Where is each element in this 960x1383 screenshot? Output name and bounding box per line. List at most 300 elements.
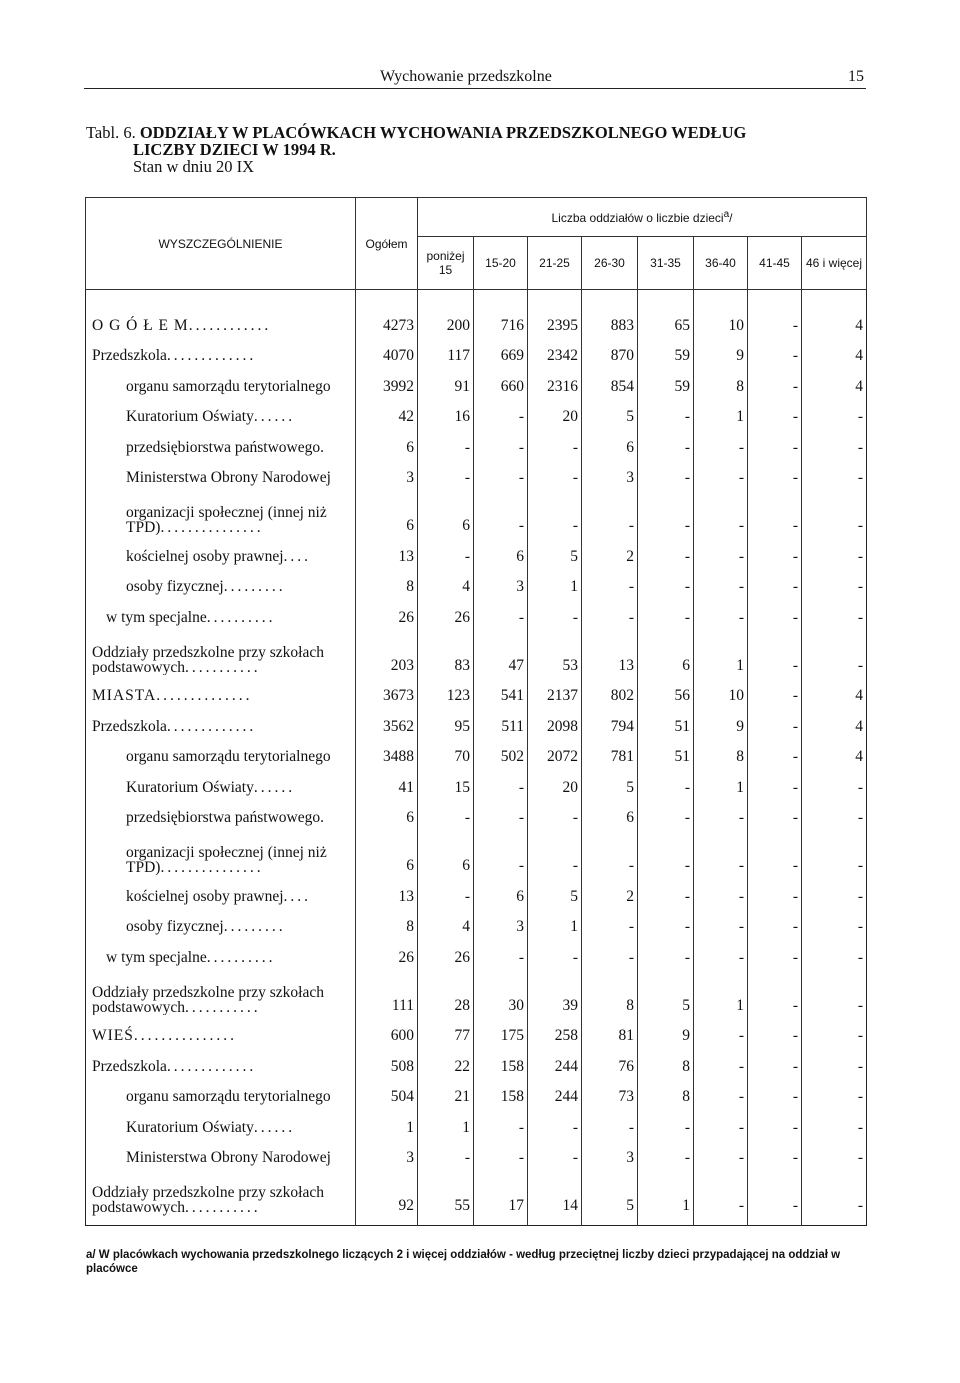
table-cell: - [474,766,528,797]
table-row [86,365,867,396]
table-row [86,535,867,566]
table-cell: 42 [356,396,418,427]
table-cell: - [748,736,802,767]
table-cell: - [748,596,802,627]
table-cell: - [802,1137,867,1168]
table-cell: 20 [528,766,582,797]
table-cell: 2 [582,875,638,906]
table-cell: - [748,1106,802,1137]
table-cell: 76 [582,1045,638,1076]
row-label: w tym specjalne.......... [106,948,276,966]
table-cell: 1 [528,906,582,937]
row-label: Oddziały przedszkolne przy szkołach podstawowych........... [92,1184,324,1216]
table-cell: - [474,1137,528,1168]
table-cell: 802 [582,675,638,706]
row-label: Przedszkola............. [92,1057,257,1075]
row-label: Kuratorium Oświaty...... [126,778,296,796]
table-cell: 854 [582,365,638,396]
table-cell: 6 [356,827,418,875]
table-cell: - [802,766,867,797]
table-cell: 4 [802,705,867,736]
table-cell: - [748,627,802,675]
title-line-2: LICZBY DZIECI W 1994 R. [133,140,336,159]
table-cell: - [528,487,582,535]
table-cell: 870 [582,335,638,366]
table-row [86,875,867,906]
table-cell: - [638,596,694,627]
table-cell: - [802,1106,867,1137]
table-cell: 92 [356,1167,418,1226]
table-cell: - [638,1137,694,1168]
table-row [86,736,867,767]
table-cell: 47 [474,627,528,675]
table-cell: - [418,535,474,566]
table-cell: 5 [582,766,638,797]
table-cell: 59 [638,335,694,366]
table-row [86,627,867,675]
table-cell: 51 [638,736,694,767]
table-cell: 8 [694,365,748,396]
table-cell: 95 [418,705,474,736]
header-column: 41-45 [748,237,802,290]
table-row [86,1045,867,1076]
table-cell: - [694,1076,748,1107]
table-cell: 5 [528,535,582,566]
table-cell: - [474,827,528,875]
table-cell: 200 [418,290,474,335]
table-cell: - [638,936,694,967]
table-cell: - [638,875,694,906]
table-row [86,457,867,488]
table-cell: 10 [694,290,748,335]
table-cell: - [638,396,694,427]
row-label: w tym specjalne.......... [106,608,276,626]
row-label: Ministerstwa Obrony Narodowej [126,469,331,486]
table-cell: 65 [638,290,694,335]
table-cell: 14 [528,1167,582,1226]
table-cell: - [694,906,748,937]
table-cell: 244 [528,1045,582,1076]
table-cell: 83 [418,627,474,675]
table-cell: 117 [418,335,474,366]
row-label: Ministerstwa Obrony Narodowej [126,1149,331,1166]
table-cell: - [638,906,694,937]
table-cell: 55 [418,1167,474,1226]
row-label: MIASTA.............. [92,687,253,704]
table-cell: - [474,936,528,967]
table-cell: 5 [582,396,638,427]
table-cell: - [474,596,528,627]
table-cell: - [748,290,802,335]
table-cell: - [694,1015,748,1046]
table-cell: - [694,596,748,627]
table-cell: 4273 [356,290,418,335]
table-cell: 794 [582,705,638,736]
table-cell: 111 [356,967,418,1015]
table-cell: 883 [582,290,638,335]
table-cell: 781 [582,736,638,767]
table-row [86,1106,867,1137]
table-cell: - [638,1106,694,1137]
table-cell: - [748,396,802,427]
table-cell: 20 [528,396,582,427]
table-cell: 22 [418,1045,474,1076]
table-cell: - [474,426,528,457]
table-row [86,705,867,736]
table-cell: 123 [418,675,474,706]
table-cell: - [748,766,802,797]
table-cell: - [528,936,582,967]
table-cell: - [528,827,582,875]
table-number: Tabl. 6. [86,123,136,142]
table-row [86,967,867,1015]
table-cell: - [748,906,802,937]
table-cell: - [802,1076,867,1107]
table-cell: - [802,396,867,427]
row-label: przedsiębiorstwa państwowego. [126,438,328,456]
row-label: kościelnej osoby prawnej.... [126,547,312,565]
table-cell: 244 [528,1076,582,1107]
table-cell: 13 [582,627,638,675]
table-cell: 4 [802,736,867,767]
table-cell: - [582,566,638,597]
table-cell: 26 [418,936,474,967]
statistics-table [85,197,867,1226]
table-cell: - [474,1106,528,1137]
table-cell: - [582,487,638,535]
table-cell: 1 [528,566,582,597]
table-cell: - [748,1167,802,1226]
section-title: Wychowanie przedszkolne [380,68,552,85]
table-cell: 5 [582,1167,638,1226]
table-cell: - [418,797,474,828]
row-label: WIEŚ............... [92,1027,238,1044]
table-cell: 9 [694,705,748,736]
table-cell: 5 [528,875,582,906]
table-title [86,124,866,175]
table-cell: - [802,797,867,828]
table-row [86,1137,867,1168]
table-cell: 511 [474,705,528,736]
table-cell: 6 [356,487,418,535]
table-cell: 1 [638,1167,694,1226]
table-cell: - [638,457,694,488]
table-cell: 3 [356,457,418,488]
table-cell: - [748,487,802,535]
table-cell: 158 [474,1076,528,1107]
table-cell: 53 [528,627,582,675]
table-row [86,675,867,706]
table-cell: - [418,1137,474,1168]
table-cell: 6 [418,827,474,875]
table-cell: - [748,457,802,488]
table-cell: 541 [474,675,528,706]
row-label: Przedszkola............. [92,347,257,364]
table-cell: - [748,365,802,396]
table-cell: 8 [356,566,418,597]
table-cell: - [748,1015,802,1046]
table-cell: - [802,457,867,488]
table-cell: 1 [694,766,748,797]
table-cell: - [802,566,867,597]
table-cell: 504 [356,1076,418,1107]
table-row [86,906,867,937]
table-cell: - [638,487,694,535]
table-cell: - [802,1167,867,1226]
table-row [86,335,867,366]
table-cell: 21 [418,1076,474,1107]
table-cell: 4 [418,906,474,937]
table-cell: 3 [474,566,528,597]
table-cell: - [748,426,802,457]
table-cell: 1 [356,1106,418,1137]
table-cell: 3562 [356,705,418,736]
table-cell: - [802,596,867,627]
row-label: osoby fizycznej......... [126,578,286,595]
table-cell: 660 [474,365,528,396]
table-cell: - [694,797,748,828]
table-cell: 158 [474,1045,528,1076]
table-cell: - [694,1045,748,1076]
table-cell: 28 [418,967,474,1015]
table-cell: 669 [474,335,528,366]
table-cell: - [418,875,474,906]
table-cell: 81 [582,1015,638,1046]
header-specification: WYSZCZEGÓLNIENIE [86,198,356,290]
title-line-1: ODDZIAŁY W PLACÓWKACH WYCHOWANIA PRZEDSZKOLNEGO WEDŁUG [139,123,747,142]
header-group: Liczba oddziałów o liczbie dzieci$^a$/ [418,198,867,237]
table-cell: - [802,535,867,566]
table-cell: 1 [694,627,748,675]
header-column: 21-25 [528,237,582,290]
row-label: organu samorządu terytorialnego [126,748,331,765]
table-cell: 73 [582,1076,638,1107]
table-row [86,1015,867,1046]
table-row [86,396,867,427]
table-cell: - [694,535,748,566]
header-column: 31-35 [638,237,694,290]
table-cell: 10 [694,675,748,706]
page-number: 15 [848,68,864,85]
table-row [86,566,867,597]
row-label: kościelnej osoby prawnej.... [126,887,312,905]
table-row [86,766,867,797]
table-cell: - [582,936,638,967]
table-cell: 91 [418,365,474,396]
table-cell: 8 [638,1045,694,1076]
table-cell: 77 [418,1015,474,1046]
table-cell: - [528,596,582,627]
table-row [86,487,867,535]
table-row [86,1167,867,1226]
table-cell: - [418,426,474,457]
table-cell: - [582,906,638,937]
table-row [86,827,867,875]
table-cell: - [474,396,528,427]
table-cell: 4 [802,290,867,335]
table-cell: 3 [582,1137,638,1168]
row-label: Przedszkola............. [92,717,257,735]
table-cell: - [528,1137,582,1168]
table-cell: 2072 [528,736,582,767]
table-cell: - [802,967,867,1015]
table-cell: - [694,1137,748,1168]
table-cell: 6 [356,426,418,457]
table-cell: 3673 [356,675,418,706]
table-cell: 2316 [528,365,582,396]
header-column: 36-40 [694,237,748,290]
table-cell: 2395 [528,290,582,335]
table-cell: 26 [356,596,418,627]
table-cell: - [694,1167,748,1226]
row-label: Kuratorium Oświaty...... [126,408,296,425]
table-cell: 3488 [356,736,418,767]
table-row [86,290,867,335]
table-cell: - [474,457,528,488]
table-cell: - [418,457,474,488]
table-cell: - [474,487,528,535]
row-label: Oddziały przedszkolne przy szkołach podstawowych........... [92,643,324,675]
header-column: poniżej 15 [418,237,474,290]
table-cell: - [694,936,748,967]
table-cell: 8 [694,736,748,767]
table-cell: 175 [474,1015,528,1046]
table-cell: 4 [802,365,867,396]
table-cell: - [694,1106,748,1137]
table-cell: 6 [582,426,638,457]
table-cell: 3 [356,1137,418,1168]
table-cell: - [748,675,802,706]
page-header [84,58,866,89]
table-cell: 258 [528,1015,582,1046]
table-cell: 1 [694,967,748,1015]
table-cell: - [694,487,748,535]
table-cell: 3992 [356,365,418,396]
table-cell: - [802,426,867,457]
table-cell: 6 [418,487,474,535]
table-cell: - [638,827,694,875]
footnote: a/ W placówkach wychowania przedszkolnego liczących 2 i więcej oddziałów - według przeciętnej liczby dzieci przypadającej na oddział w placówce [86,1249,841,1275]
table-cell: 26 [418,596,474,627]
header-total: Ogółem [356,198,418,290]
table-cell: 6 [474,875,528,906]
table-cell: - [694,426,748,457]
table-cell: - [748,1076,802,1107]
table-cell: - [528,797,582,828]
table-cell: 3 [582,457,638,488]
table-cell: - [802,906,867,937]
table-cell: 26 [356,936,418,967]
title-line-3: Stan w dniu 20 IX [133,157,254,176]
row-label: organu samorządu terytorialnego [126,377,331,395]
table-cell: 4 [418,566,474,597]
table-cell: - [802,1015,867,1046]
table-cell: - [528,1106,582,1137]
table-cell: - [474,797,528,828]
table-row [86,426,867,457]
table-cell: 8 [356,906,418,937]
table-cell: - [748,1045,802,1076]
table-row [86,797,867,828]
table-cell: - [528,426,582,457]
table-cell: - [748,335,802,366]
table-cell: - [582,596,638,627]
table-cell: - [694,566,748,597]
table-cell: 8 [638,1076,694,1107]
table-cell: - [638,535,694,566]
table-cell: - [802,1045,867,1076]
table-cell: 59 [638,365,694,396]
table-cell: 16 [418,396,474,427]
table-cell: - [748,967,802,1015]
table-cell: - [638,566,694,597]
table-cell: 4 [802,335,867,366]
table-cell: 17 [474,1167,528,1226]
table-cell: 508 [356,1045,418,1076]
header-column: 15-20 [474,237,528,290]
row-label: osoby fizycznej......... [126,918,286,935]
table-cell: 600 [356,1015,418,1046]
table-cell: - [748,1137,802,1168]
table-cell: - [802,627,867,675]
table-cell: - [802,936,867,967]
header-column: 26-30 [582,237,638,290]
table-cell: - [694,827,748,875]
row-label: Oddziały przedszkolne przy szkołach podstawowych........... [92,983,324,1015]
table-cell: 8 [582,967,638,1015]
table-cell: 51 [638,705,694,736]
table-cell: 2137 [528,675,582,706]
row-label: Kuratorium Oświaty...... [126,1118,296,1136]
row-label: organizacji społecznej (innej niż TPD)............... [126,844,327,875]
table-cell: - [694,457,748,488]
table-cell: 5 [638,967,694,1015]
table-cell: 4 [802,675,867,706]
table-cell: 6 [474,535,528,566]
table-row [86,936,867,967]
table-cell: - [748,705,802,736]
table-cell: 30 [474,967,528,1015]
table-cell: 13 [356,875,418,906]
table-cell: - [748,797,802,828]
table-cell: - [802,875,867,906]
table-cell: 13 [356,535,418,566]
table-cell: 2342 [528,335,582,366]
table-cell: 2098 [528,705,582,736]
table-cell: 6 [356,797,418,828]
row-label: O G Ó Ł E M............ [92,316,272,334]
table-cell: 9 [694,335,748,366]
table-cell: 6 [582,797,638,828]
table-cell: 2 [582,535,638,566]
table-cell: - [694,875,748,906]
table-cell: 15 [418,766,474,797]
table-cell: - [638,426,694,457]
table-cell: 502 [474,736,528,767]
table-cell: 716 [474,290,528,335]
table-cell: - [748,566,802,597]
table-cell: 203 [356,627,418,675]
table-cell: - [638,766,694,797]
table-cell: 1 [694,396,748,427]
row-label: organizacji społecznej (innej niż TPD)............... [126,504,327,535]
table-cell: - [748,936,802,967]
table-cell: - [748,535,802,566]
table-cell: 56 [638,675,694,706]
row-label: przedsiębiorstwa państwowego. [126,809,328,826]
table-cell: - [582,827,638,875]
table-cell: 3 [474,906,528,937]
